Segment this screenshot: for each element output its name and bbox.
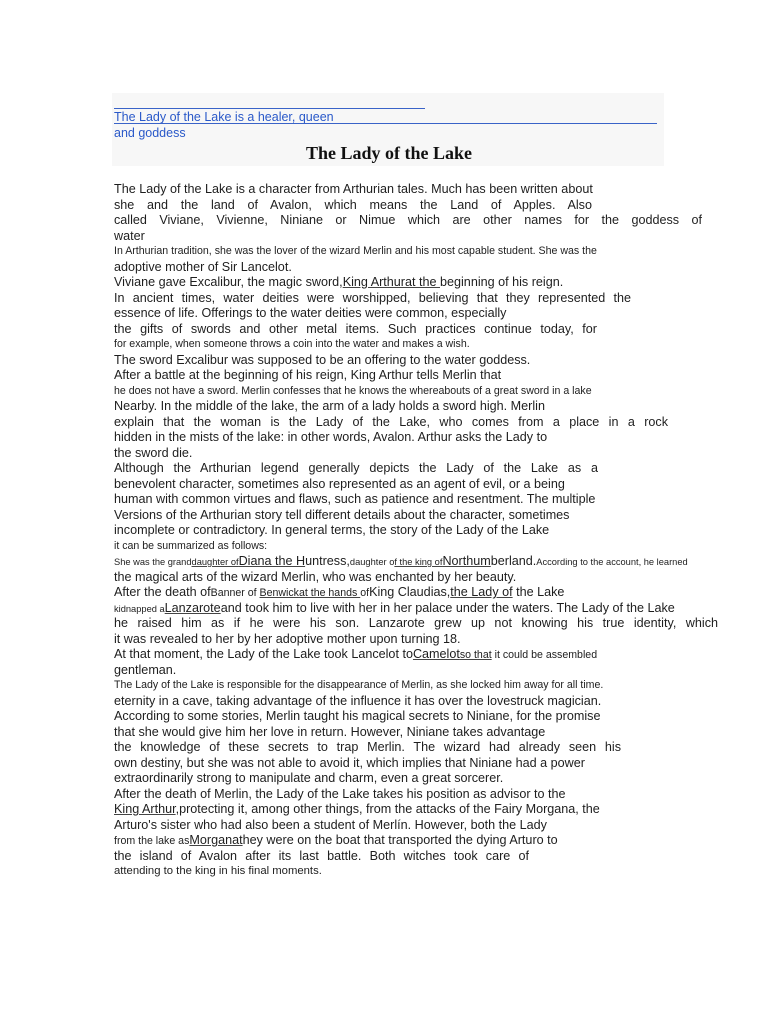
text-run: Banner of [210, 587, 260, 599]
text-run: beginning of his reign. [440, 275, 564, 289]
body-line: Nearby. In the middle of the lake, the arm of a lady holds a sword high. Merlin [114, 399, 545, 413]
body-line: the magical arts of the wizard Merlin, who was enchanted by her beauty. [114, 569, 517, 584]
header-link-line2[interactable]: and goddess [114, 126, 186, 140]
link-rule-top [114, 108, 425, 109]
body-line: According to some stories, Merlin taught his magical secrets to Niniane, for the promise [114, 709, 601, 723]
body-line: Versions of the Arthurian story tell different details about the character, sometimes [114, 507, 570, 522]
text-run: Lanzarote [164, 600, 221, 615]
text-run: hey were on the boat that transported the dying Arturo to [242, 833, 558, 847]
body-line: she and the land of Avalon, which means the Land of Apples. Also [114, 197, 592, 212]
body-line: extraordinarily strong to manipulate and charm, even a great sorcerer. [114, 771, 504, 785]
text-run: s, [440, 585, 451, 599]
body-line: eternity in a cave, taking advantage of the influence it has over the lovestruck magician. [114, 693, 602, 708]
body-line: The sword Excalibur was supposed to be an offering to the water goddess. [114, 352, 531, 367]
body-line [114, 833, 724, 849]
text-run: ,protecting it, among other things, from the attacks of the Fairy Morgana, the [175, 802, 600, 816]
body-line: In ancient times, water deities were worshipped, believing that they represented the [114, 290, 631, 305]
text-run: the Lake [512, 585, 565, 599]
body-line: Arturo's sister who had also been a student of Merlín. However, both the Lady [114, 817, 547, 832]
body-line: incomplete or contradictory. In general terms, the story of the Lady of the Lake [114, 523, 550, 537]
body-line: benevolent character, sometimes also represented as an agent of evil, or a being [114, 476, 565, 491]
body-line: called Viviane, Vivienne, Niniane or Nimue which are other names for the goddess of [114, 213, 702, 227]
text-run: She was the grand [114, 557, 192, 567]
body-line: attending to the king in his final moments. [114, 865, 322, 877]
body-line: human with common virtues and flaws, such as patience and resentment. The multiple [114, 492, 596, 506]
body-line: water [114, 228, 145, 243]
body-line: he raised him as if he were his son. Lanzarote grew up not knowing his true identity, which [114, 616, 718, 630]
body-line: own destiny, but she was not able to avoid it, which implies that Niniane had a power [114, 755, 585, 770]
body-line: explain that the woman is the Lady of the Lake, who comes from a place in a rock [114, 414, 668, 429]
text-run: King Arthurat the [342, 275, 440, 289]
body-line [114, 554, 724, 570]
body-line: After a battle at the beginning of his reign, King Arthur tells Merlin that [114, 368, 502, 382]
body-line: hidden in the mists of the lake: in other words, Avalon. Arthur asks the Lady to [114, 430, 548, 444]
text-run: daughter of [191, 557, 239, 567]
text-run: Benwick [259, 587, 299, 599]
body-line: the gifts of swords and other metal items. Such practices continue today, for [114, 321, 597, 336]
body-line: essence of life. Offerings to the water deities were common, especially [114, 306, 507, 320]
body-line: the sword die. [114, 445, 193, 460]
body-line: gentleman. [114, 662, 177, 677]
text-run: untress, [305, 554, 350, 568]
text-run: kidnapped a [114, 603, 165, 614]
text-run: Morganat [189, 833, 243, 847]
link-rule-bottom [114, 123, 657, 124]
text-run: King Arthur [114, 802, 176, 816]
text-run: of [360, 587, 370, 599]
body-line: for example, when someone throws a coin into the water and makes a wish. [114, 338, 470, 350]
body-line [114, 585, 724, 601]
body-line: The Lady of the Lake is responsible for the disappearance of Merlin, as she locked him away for all time. [114, 679, 604, 691]
text-run: the Lady of [450, 585, 513, 599]
body-line: it was revealed to her by her adoptive mother upon turning 18. [114, 631, 461, 646]
text-run: At that moment, the Lady of the Lake took Lancelot to [114, 647, 413, 661]
body-line: that she would give him her love in return. However, Niniane takes advantage [114, 724, 546, 739]
body-line: the knowledge of these secrets to trap Merlin. The wizard had already seen his [114, 740, 621, 754]
text-run: so that [459, 649, 492, 661]
text-run: daughter o [349, 557, 395, 567]
body-line: The Lady of the Lake is a character from Arthurian tales. Much has been written about [114, 182, 593, 196]
text-run: Northum [442, 554, 491, 568]
body-line: Although the Arthurian legend generally depicts the Lady of the Lake as a [114, 461, 598, 475]
text-run: Diana the H [238, 554, 306, 568]
body-line [114, 601, 724, 617]
text-run: Camelot [412, 647, 460, 661]
body-line: In Arthurian tradition, she was the lover of the wizard Merlin and his most capable student. She was the [114, 245, 597, 257]
text-run: King Claudia [369, 585, 441, 599]
body-line [114, 802, 724, 818]
text-run: berland. [490, 554, 537, 568]
text-run: After the death of [114, 585, 211, 599]
body-line [114, 275, 724, 291]
text-run: f the king of [394, 557, 443, 567]
text-run: at the hands [298, 587, 361, 599]
text-run: from the lake as [114, 835, 190, 847]
document-title: The Lady of the Lake [305, 143, 473, 163]
body-line: adoptive mother of Sir Lancelot. [114, 259, 292, 274]
text-run: Viviane gave Excalibur, the magic sword, [114, 275, 343, 289]
body-line [114, 647, 724, 663]
text-run: According to the account, he learned [536, 557, 688, 567]
text-run: and took him to live with her in her palace under the waters. The Lady of the Lake [220, 600, 675, 615]
body-line: After the death of Merlin, the Lady of the Lake takes his position as advisor to the [114, 786, 566, 801]
document-body [114, 182, 724, 880]
body-line: the island of Avalon after its last battle. Both witches took care of [114, 848, 529, 863]
text-run: it could be assembled [491, 649, 598, 661]
header-link-line1[interactable]: The Lady of the Lake is a healer, queen [114, 110, 334, 124]
body-line: he does not have a sword. Merlin confesses that he knows the whereabouts of a great sword in a lake [114, 384, 592, 397]
body-line: it can be summarized as follows: [114, 539, 268, 552]
